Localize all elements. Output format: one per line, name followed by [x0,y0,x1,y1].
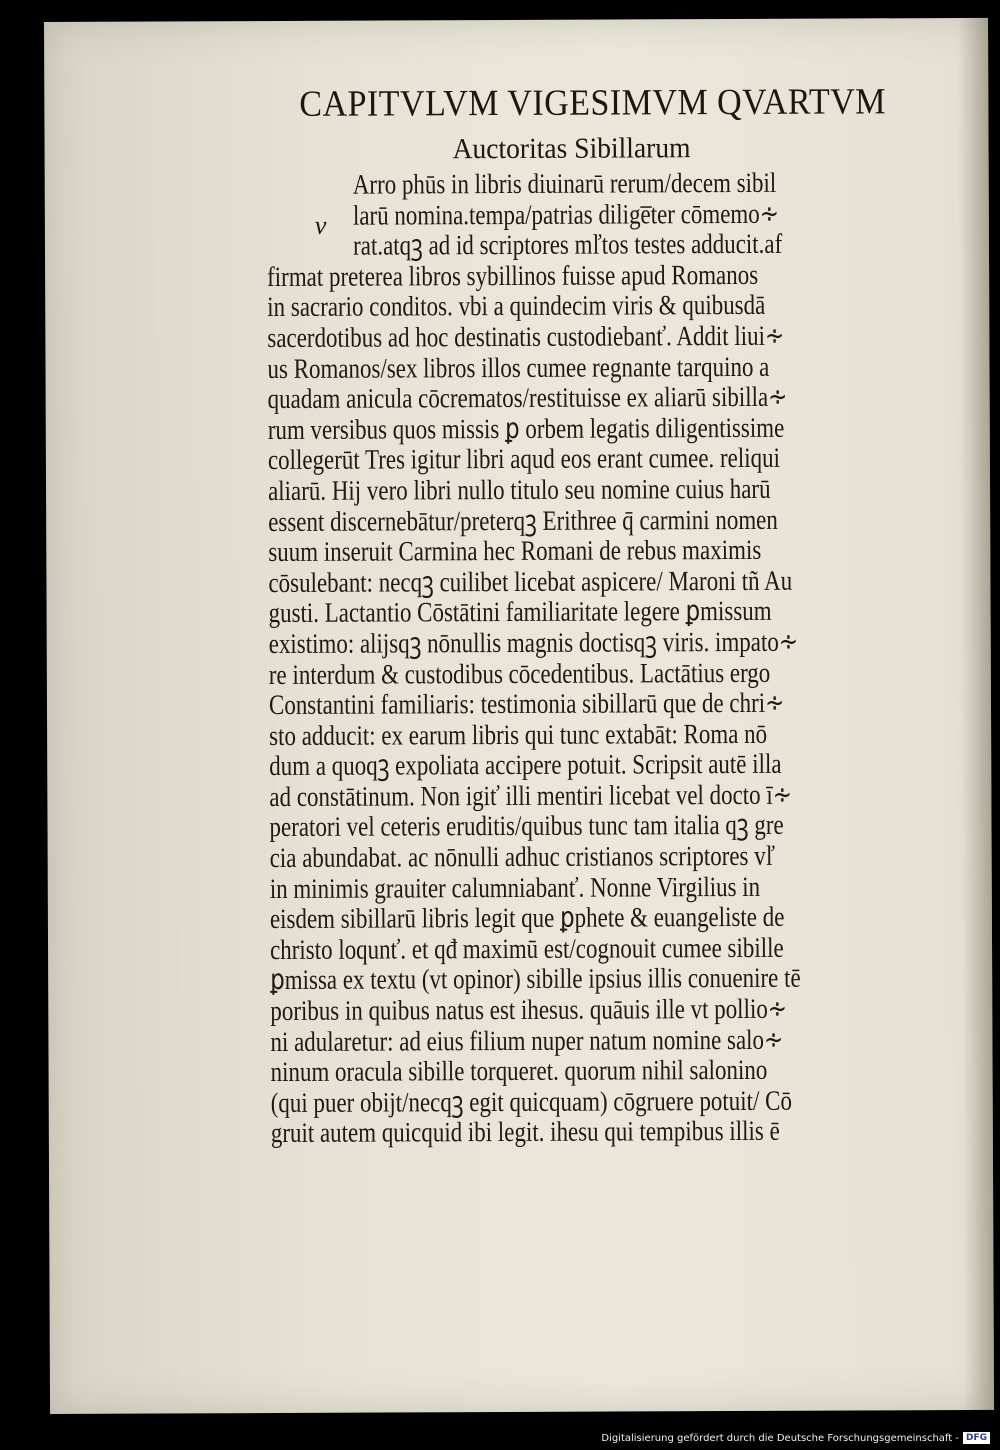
text-line: in sacrario conditos. vbi a quindecim viris & quibusdā [267,290,766,324]
text-line: poribus in quibus natus est ihesus. quāuis ille vt pollio∻ [270,993,788,1028]
text-line: us Romanos/sex libros illos cumee regnante tarquino a [267,351,770,385]
initial-guide-letter: v [314,210,327,240]
text-line: larū nomina.tempa/patrias dilige̅ter cōmemo∻ [352,198,780,232]
text-line: ꝑmissa ex textu (vt opinor) sibille ipsius illis conuenire tē [270,963,801,997]
text-line: cōsulebant: necqꝫ cuilibet licebat aspicere/ Maroni tñ Au [268,565,793,599]
text-line: gruit autem quicquid ibi legit. ihesu qui tempibus illis ē [270,1116,780,1150]
text-line: rum versibus quos missis ꝑ orbem legatis diligentissime [267,412,785,446]
text-line: eisdem sibillarū libris legit que ꝑphete & euangeliste de [269,902,785,936]
text-line: cia abundabat. ac nōnulli adhuc cristianos scriptores vľ [269,840,776,875]
text-line: suum inseruit Carmina hec Romani de rebus maximis [268,535,762,569]
text-line: sacerdotibus ad hoc destinatis custodiebanť. Addit liui∻ [267,320,785,354]
text-line: ninum oracula sibille torqueret. quorum nihil salonino [270,1055,768,1089]
text-line: (qui puer obijt/necqꝫ egit quicquam) cōgruere potuit/ Cō [270,1085,792,1119]
footer-credit-text: Digitalisierung gefördert durch die Deutsche Forschungsgemeinschaft - [601,1432,959,1444]
text-line: aliarū. Hij vero libri nullo titulo seu nomine cuius harū [267,473,771,507]
body-text [267,168,961,1150]
scanned-page [44,18,994,1414]
text-line: in minimis grauiter calumniabanť. Nonne Virgilius in [269,871,761,905]
text-line: ni adularetur: ad eius filium nuper natum nomine salo∻ [270,1024,784,1058]
text-line: ad constātinum. Non igiť illi mentiri licebat vel docto ī∻ [269,779,793,813]
text-line: essent discernebātur/preterqꝫ Erithree q̄ carmini nomen [268,504,778,538]
text-line: gusti. Lactantio Cōstātini familiaritate legere ꝑmissum [268,596,772,630]
text-line: existimo: alijsqꝫ nōnullis magnis doctisqꝫ viris. impato∻ [268,626,799,660]
text-line: christo loqunť. et qđ maximū est/cognouit cumee sibille [269,932,784,966]
text-line: Constantini familiaris: testimonia sibillarū que de chri∻ [268,687,785,722]
text-line: dum a quoqꝫ expoliata accipere potuit. Scripsit autē illa [269,749,782,783]
text-line: peratori vel ceteris eruditis/quibus tunc tam italia qꝫ gre [269,810,784,844]
text-line: Arro phūs in libris diuinarū rerum/decem sibil [352,167,777,201]
text-line: quadam anicula cōcrematos/restituisse ex aliarū sibilla∻ [267,381,788,416]
chapter-heading: CAPITVLVM VIGESIMVM QVARTVM [299,81,887,125]
text-line: sto adducit: ex earum libris qui tunc extabāt: Roma nō [269,718,768,752]
digitization-footer [601,1432,990,1444]
chapter-subheading: Auctoritas Sibillarum [452,132,691,166]
text-line: re interdum & custodibus cōcedentibus. Lactātius ergo [268,657,771,691]
text-line: rat.atqꝫ ad id scriptores mľtos testes adducit.af [353,228,783,262]
text-line: firmat preterea libros sybillinos fuisse apud Romanos [267,259,759,293]
dfg-logo[interactable]: DFG [963,1432,990,1444]
text-line: collegerūt Tres igitur libri aqud eos erant cumee. reliqui [267,443,780,477]
